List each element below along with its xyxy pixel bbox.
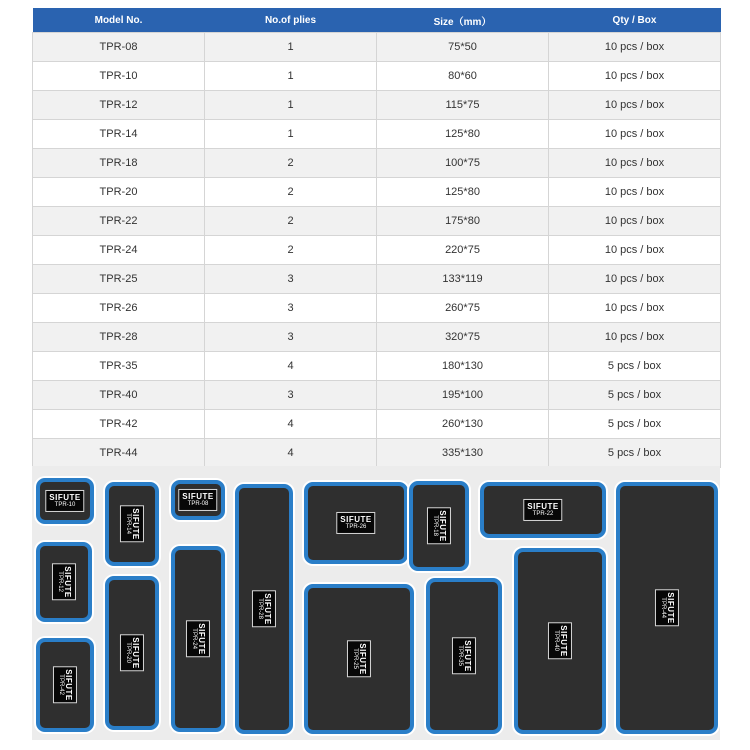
brand-text: SIFUTE (64, 669, 74, 701)
tire-patch (36, 542, 92, 622)
tire-patch (616, 482, 718, 734)
header-model: Model No. (33, 8, 205, 33)
cell-size: 220*75 (377, 236, 549, 265)
cell-model: TPR-28 (33, 323, 205, 352)
cell-plies: 2 (205, 236, 377, 265)
cell-size: 320*75 (377, 323, 549, 352)
header-size: Size（mm） (377, 8, 549, 33)
model-text: TPR-40 (552, 630, 559, 652)
cell-size: 100*75 (377, 149, 549, 178)
patch-label (452, 637, 476, 674)
patch-label (523, 499, 562, 521)
cell-model: TPR-12 (33, 91, 205, 120)
table-row (33, 236, 721, 265)
model-text: TPR-22 (532, 511, 554, 518)
tire-patch (426, 578, 502, 734)
patch-label (178, 489, 217, 511)
cell-qty: 10 pcs / box (549, 294, 721, 323)
tire-patch (171, 480, 225, 520)
brand-text: SIFUTE (463, 640, 473, 672)
cell-model: TPR-22 (33, 207, 205, 236)
patch-label (655, 589, 679, 626)
table-row (33, 439, 721, 468)
cell-plies: 1 (205, 120, 377, 149)
cell-size: 335*130 (377, 439, 549, 468)
cell-model: TPR-40 (33, 381, 205, 410)
brand-text: SIFUTE (340, 514, 372, 524)
brand-text: SIFUTE (63, 566, 73, 598)
product-photo-gallery (32, 466, 720, 740)
cell-model: TPR-08 (33, 33, 205, 62)
cell-qty: 10 pcs / box (549, 120, 721, 149)
cell-size: 180*130 (377, 352, 549, 381)
cell-model: TPR-24 (33, 236, 205, 265)
table-row (33, 149, 721, 178)
brand-text: SIFUTE (263, 593, 273, 625)
cell-plies: 4 (205, 352, 377, 381)
tire-patch (105, 482, 159, 566)
table-row (33, 120, 721, 149)
cell-plies: 1 (205, 33, 377, 62)
brand-text: SIFUTE (666, 592, 676, 624)
patch-label (548, 622, 572, 659)
model-text: TPR-44 (659, 597, 666, 619)
model-text: TPR-08 (187, 501, 209, 508)
patch-label (120, 634, 144, 671)
cell-qty: 10 pcs / box (549, 178, 721, 207)
cell-size: 175*80 (377, 207, 549, 236)
cell-size: 125*80 (377, 178, 549, 207)
cell-plies: 3 (205, 381, 377, 410)
patch-label (336, 512, 375, 534)
brand-text: SIFUTE (182, 491, 214, 501)
patch-label (186, 620, 210, 657)
table-row (33, 33, 721, 62)
cell-qty: 10 pcs / box (549, 236, 721, 265)
cell-size: 260*75 (377, 294, 549, 323)
patch-label (427, 507, 451, 544)
cell-plies: 2 (205, 149, 377, 178)
cell-plies: 4 (205, 410, 377, 439)
table-row (33, 323, 721, 352)
cell-plies: 3 (205, 265, 377, 294)
cell-qty: 10 pcs / box (549, 149, 721, 178)
tire-patch (409, 481, 469, 571)
cell-qty: 10 pcs / box (549, 265, 721, 294)
cell-size: 125*80 (377, 120, 549, 149)
cell-qty: 5 pcs / box (549, 352, 721, 381)
model-text: TPR-14 (124, 513, 131, 535)
table-row (33, 352, 721, 381)
patch-label (45, 490, 84, 512)
cell-plies: 2 (205, 178, 377, 207)
patch-label (347, 640, 371, 677)
brand-text: SIFUTE (131, 508, 141, 540)
brand-text: SIFUTE (559, 625, 569, 657)
cell-size: 75*50 (377, 33, 549, 62)
tire-patch (235, 484, 293, 734)
cell-size: 80*60 (377, 62, 549, 91)
product-spec-table (32, 8, 721, 468)
patch-label (252, 590, 276, 627)
model-text: TPR-35 (456, 645, 463, 667)
model-text: TPR-12 (56, 571, 63, 593)
patch-label (120, 505, 144, 542)
cell-size: 195*100 (377, 381, 549, 410)
brand-text: SIFUTE (131, 637, 141, 669)
tire-patch (105, 576, 159, 730)
cell-qty: 5 pcs / box (549, 410, 721, 439)
cell-size: 115*75 (377, 91, 549, 120)
cell-qty: 10 pcs / box (549, 207, 721, 236)
table-header-row (33, 8, 721, 33)
table-row (33, 381, 721, 410)
cell-model: TPR-25 (33, 265, 205, 294)
brand-text: SIFUTE (527, 501, 559, 511)
cell-model: TPR-20 (33, 178, 205, 207)
table-row (33, 178, 721, 207)
cell-plies: 1 (205, 91, 377, 120)
header-qty: Qty / Box (549, 8, 721, 33)
tire-patch (36, 478, 94, 524)
header-plies: No.of plies (205, 8, 377, 33)
cell-plies: 2 (205, 207, 377, 236)
cell-size: 260*130 (377, 410, 549, 439)
cell-plies: 3 (205, 294, 377, 323)
model-text: TPR-25 (351, 648, 358, 670)
model-text: TPR-18 (431, 515, 438, 537)
model-text: TPR-10 (54, 502, 76, 509)
tire-patch (514, 548, 606, 734)
patch-label (53, 666, 77, 703)
cell-qty: 10 pcs / box (549, 33, 721, 62)
table-row (33, 62, 721, 91)
table-row (33, 207, 721, 236)
model-text: TPR-28 (256, 598, 263, 620)
cell-model: TPR-35 (33, 352, 205, 381)
brand-text: SIFUTE (358, 643, 368, 675)
tire-patch (36, 638, 94, 732)
table-row (33, 91, 721, 120)
table-row (33, 410, 721, 439)
tire-patch (304, 584, 414, 734)
model-text: TPR-24 (190, 628, 197, 650)
cell-plies: 1 (205, 62, 377, 91)
brand-text: SIFUTE (49, 492, 81, 502)
table-row (33, 294, 721, 323)
cell-size: 133*119 (377, 265, 549, 294)
model-text: TPR-42 (57, 674, 64, 696)
cell-qty: 5 pcs / box (549, 381, 721, 410)
brand-text: SIFUTE (438, 510, 448, 542)
model-text: TPR-26 (345, 524, 367, 531)
cell-model: TPR-18 (33, 149, 205, 178)
brand-text: SIFUTE (197, 623, 207, 655)
tire-patch (304, 482, 408, 564)
tire-patch (480, 482, 606, 538)
cell-qty: 10 pcs / box (549, 62, 721, 91)
table-row (33, 265, 721, 294)
cell-qty: 5 pcs / box (549, 439, 721, 468)
cell-plies: 4 (205, 439, 377, 468)
patch-label (52, 563, 76, 600)
cell-qty: 10 pcs / box (549, 323, 721, 352)
cell-model: TPR-26 (33, 294, 205, 323)
cell-model: TPR-10 (33, 62, 205, 91)
tire-patch (171, 546, 225, 732)
model-text: TPR-20 (124, 642, 131, 664)
cell-model: TPR-42 (33, 410, 205, 439)
cell-plies: 3 (205, 323, 377, 352)
cell-model: TPR-44 (33, 439, 205, 468)
cell-model: TPR-14 (33, 120, 205, 149)
cell-qty: 10 pcs / box (549, 91, 721, 120)
